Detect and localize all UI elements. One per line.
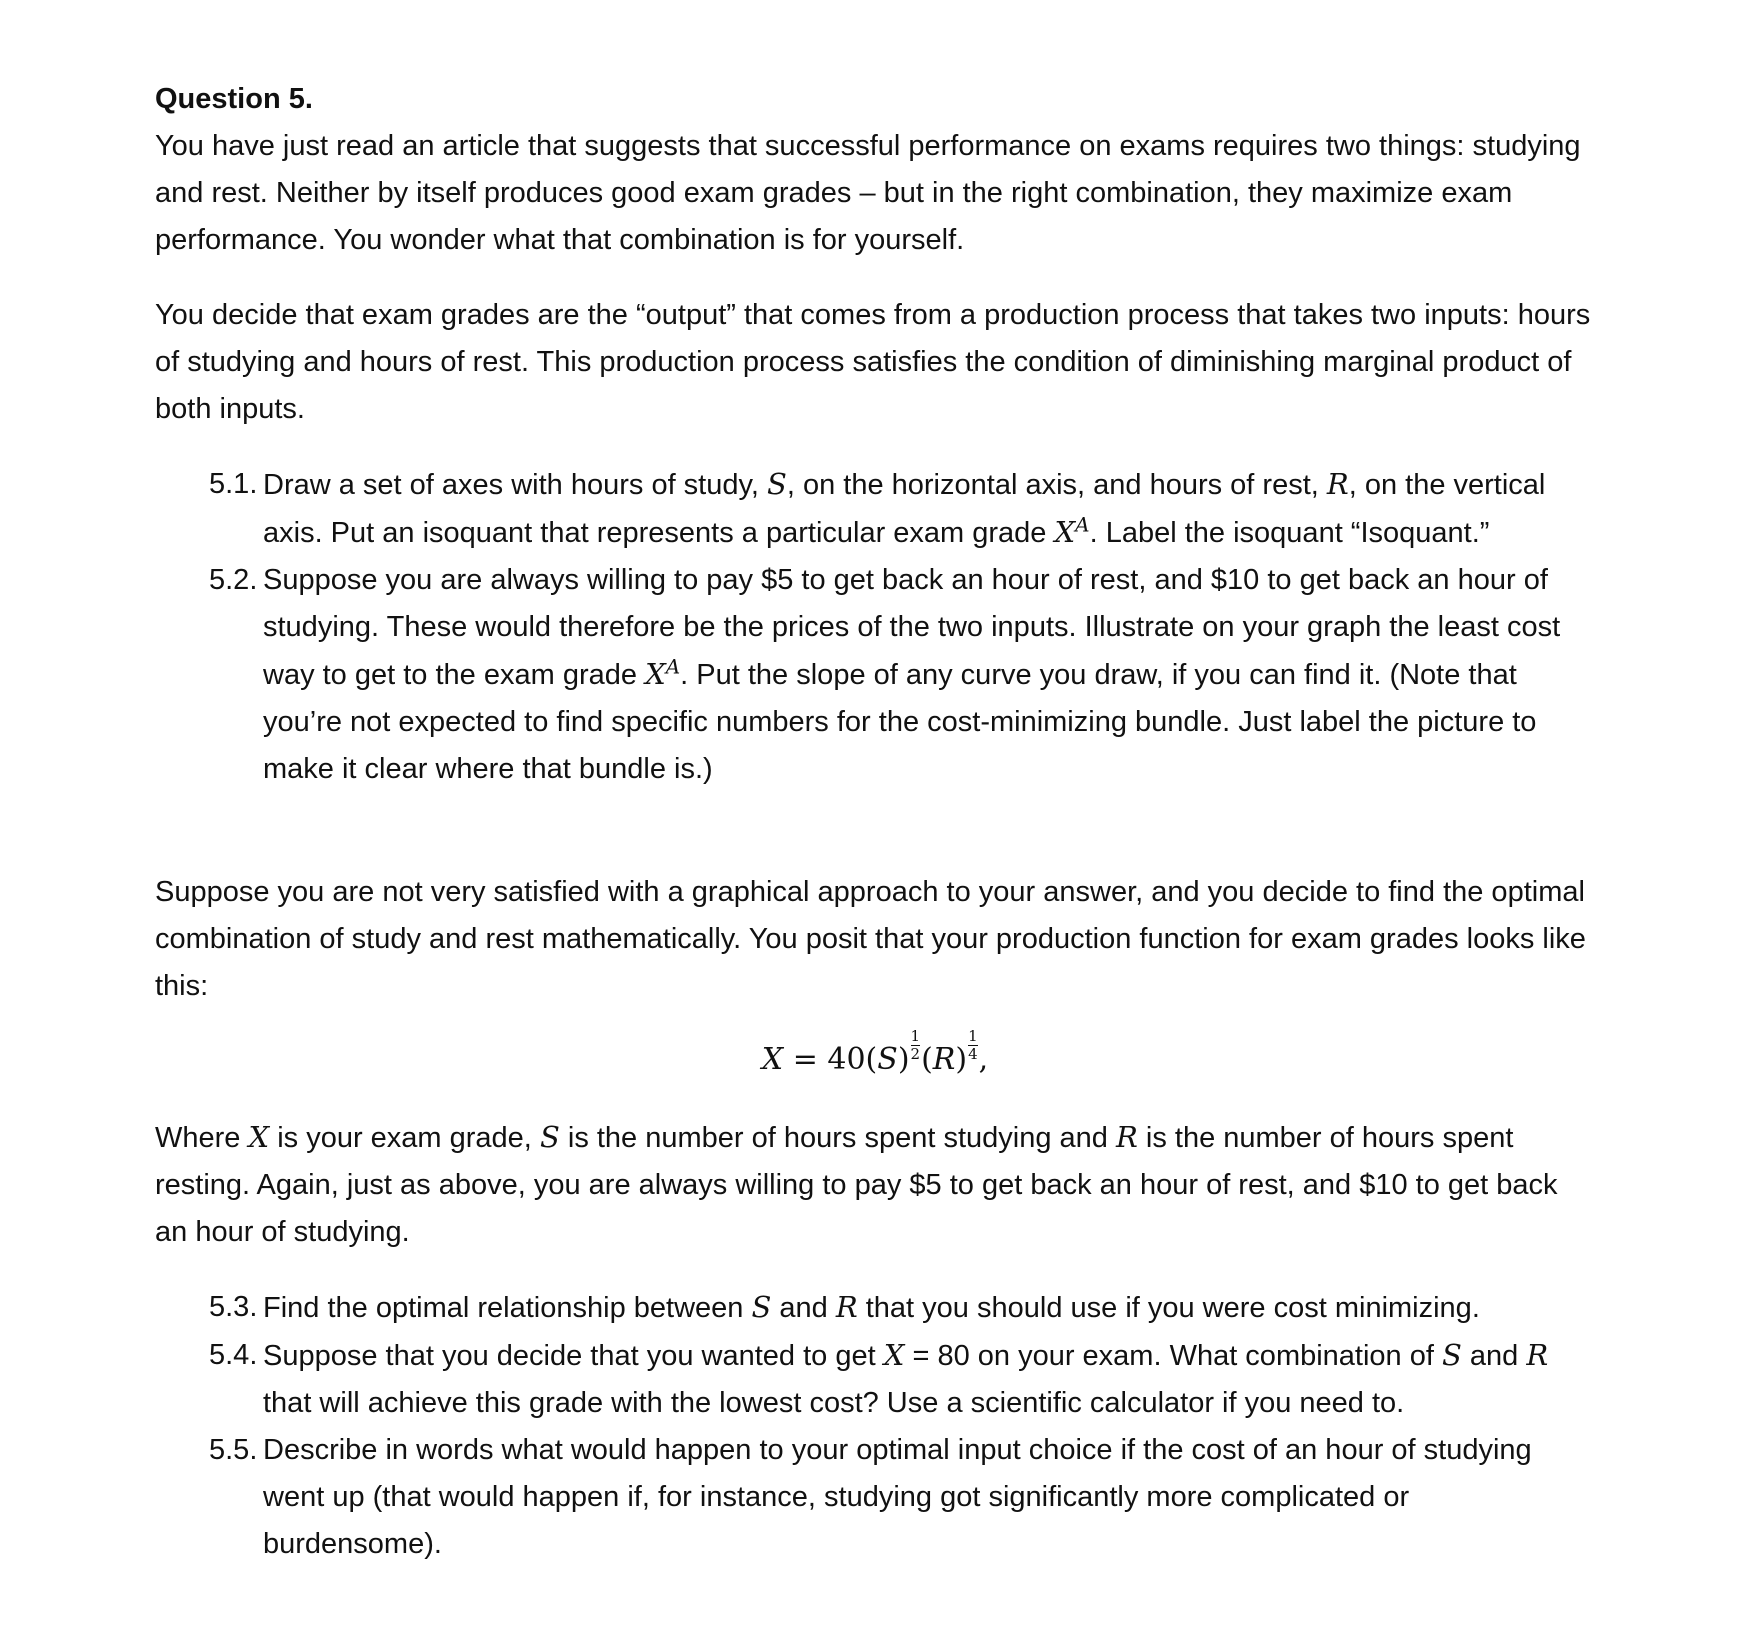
list-item-5-5 (155, 1427, 1595, 1568)
eq-lhs: X (761, 1042, 784, 1077)
math-variable: R (835, 1290, 858, 1324)
item-number: 5.1. (209, 468, 258, 500)
list-item-5-1 (155, 461, 1595, 557)
item-text: Draw a set of axes with hours of study, (263, 469, 767, 501)
frac-den: 4 (968, 1044, 978, 1063)
where-text: is the number of hours spent resting. Again, just as above, you are always willing to pay $5 to get back an hour of rest, and $10 to get back an hour of studying. (155, 1122, 1558, 1248)
item-text: . Label the isoquant “Isoquant.” (1089, 517, 1490, 549)
list-item-5-2 (155, 557, 1595, 793)
item-text: that you should use if you were cost minimizing. (857, 1292, 1480, 1324)
where-paragraph (155, 1114, 1595, 1256)
item-number: 5.3. (209, 1291, 258, 1323)
list-item-5-3 (155, 1284, 1595, 1332)
production-function-equation (155, 1010, 1595, 1114)
item-text: = 80 on your exam. What combination of (904, 1340, 1442, 1372)
item-text: that will achieve this grade with the lowest cost? Use a scientific calculator if you need to. (263, 1387, 1405, 1419)
math-variable: R (1115, 1120, 1138, 1154)
math-variable: S (766, 467, 787, 501)
exponent-one-half (910, 1026, 921, 1063)
eq-r: R (932, 1042, 956, 1077)
where-text: is the number of hours spent studying and (559, 1122, 1116, 1154)
frac-num: 1 (910, 1026, 921, 1045)
math-variable: R (1526, 1338, 1549, 1372)
item-text: Find the optimal relationship between (263, 1292, 752, 1324)
item-text: and (1461, 1340, 1527, 1372)
item-text: . Put the slope of any curve you draw, if you can find it. (Note that you’re not expected to find specific numbers for the cost-minimizing bundle. Just label the picture to make it clear where that bundle is.) (263, 659, 1537, 785)
document-page (155, 76, 1595, 1568)
item-text: , on the vertical axis. Put an isoquant that represents a particular exam grade (263, 469, 1546, 549)
math-variable: R (1326, 467, 1349, 501)
math-variable: S (1441, 1338, 1462, 1372)
eq-tail: , (978, 1042, 989, 1077)
math-superscript: A (1075, 512, 1090, 537)
eq-open2: ( (921, 1042, 933, 1077)
math-variable: X (645, 657, 666, 691)
question-list-a (155, 461, 1595, 793)
list-item-5-4 (155, 1332, 1595, 1427)
item-text: Describe in words what would happen to your optimal input choice if the cost of an hour of studying went up (that would happen if, for instance, studying got significantly more complicated or burdensome). (263, 1434, 1532, 1560)
intro-paragraph-2: You decide that exam grades are the “output” that comes from a production process that takes two inputs: hours of studying and hours of rest. This production process satisfies the condition of diminishing marginal product of both inputs. (155, 299, 1591, 425)
eq-close1: ) (897, 1042, 910, 1077)
math-variable: S (539, 1120, 560, 1154)
math-paragraph: Suppose you are not very satisfied with a graphical approach to your answer, and you decide to find the optimal combination of study and rest mathematically. You posit that your production function for exam grades looks like this: (155, 876, 1586, 1002)
where-text: is your exam grade, (269, 1122, 540, 1154)
item-text: and (771, 1292, 836, 1324)
question-list-b (155, 1284, 1595, 1568)
math-superscript: A (665, 654, 681, 679)
math-variable: X (883, 1338, 905, 1372)
math-variable: X (248, 1120, 270, 1154)
item-text: Suppose you are always willing to pay $5 to get back an hour of rest, and $10 to get back an hour of studying. These would therefore be the prices of the two inputs. Illustrate on your graph the least cost way to get to the exam grade (263, 564, 1561, 691)
item-text: Suppose that you decide that you wanted to get (263, 1340, 884, 1372)
item-number: 5.2. (209, 564, 258, 596)
item-number: 5.5. (209, 1434, 258, 1466)
item-text: , on the horizontal axis, and hours of rest, (786, 469, 1327, 501)
intro-paragraph-1: You have just read an article that suggests that successful performance on exams requires two things: studying and rest. Neither by itself produces good exam grades – but in the right combination, they maximize exam performance. You wonder what that combination is for yourself. (155, 130, 1581, 256)
question-title: Question 5. (155, 83, 313, 115)
eq-close2: ) (955, 1042, 968, 1077)
frac-num: 1 (968, 1026, 978, 1045)
eq-s: S (877, 1042, 898, 1077)
math-variable: S (751, 1290, 772, 1324)
math-variable: X (1054, 515, 1076, 549)
item-number: 5.4. (209, 1339, 258, 1371)
exponent-one-quarter (968, 1026, 978, 1063)
frac-den: 2 (910, 1044, 921, 1063)
where-text: Where (155, 1122, 249, 1154)
eq-mid: = 40( (783, 1042, 878, 1077)
